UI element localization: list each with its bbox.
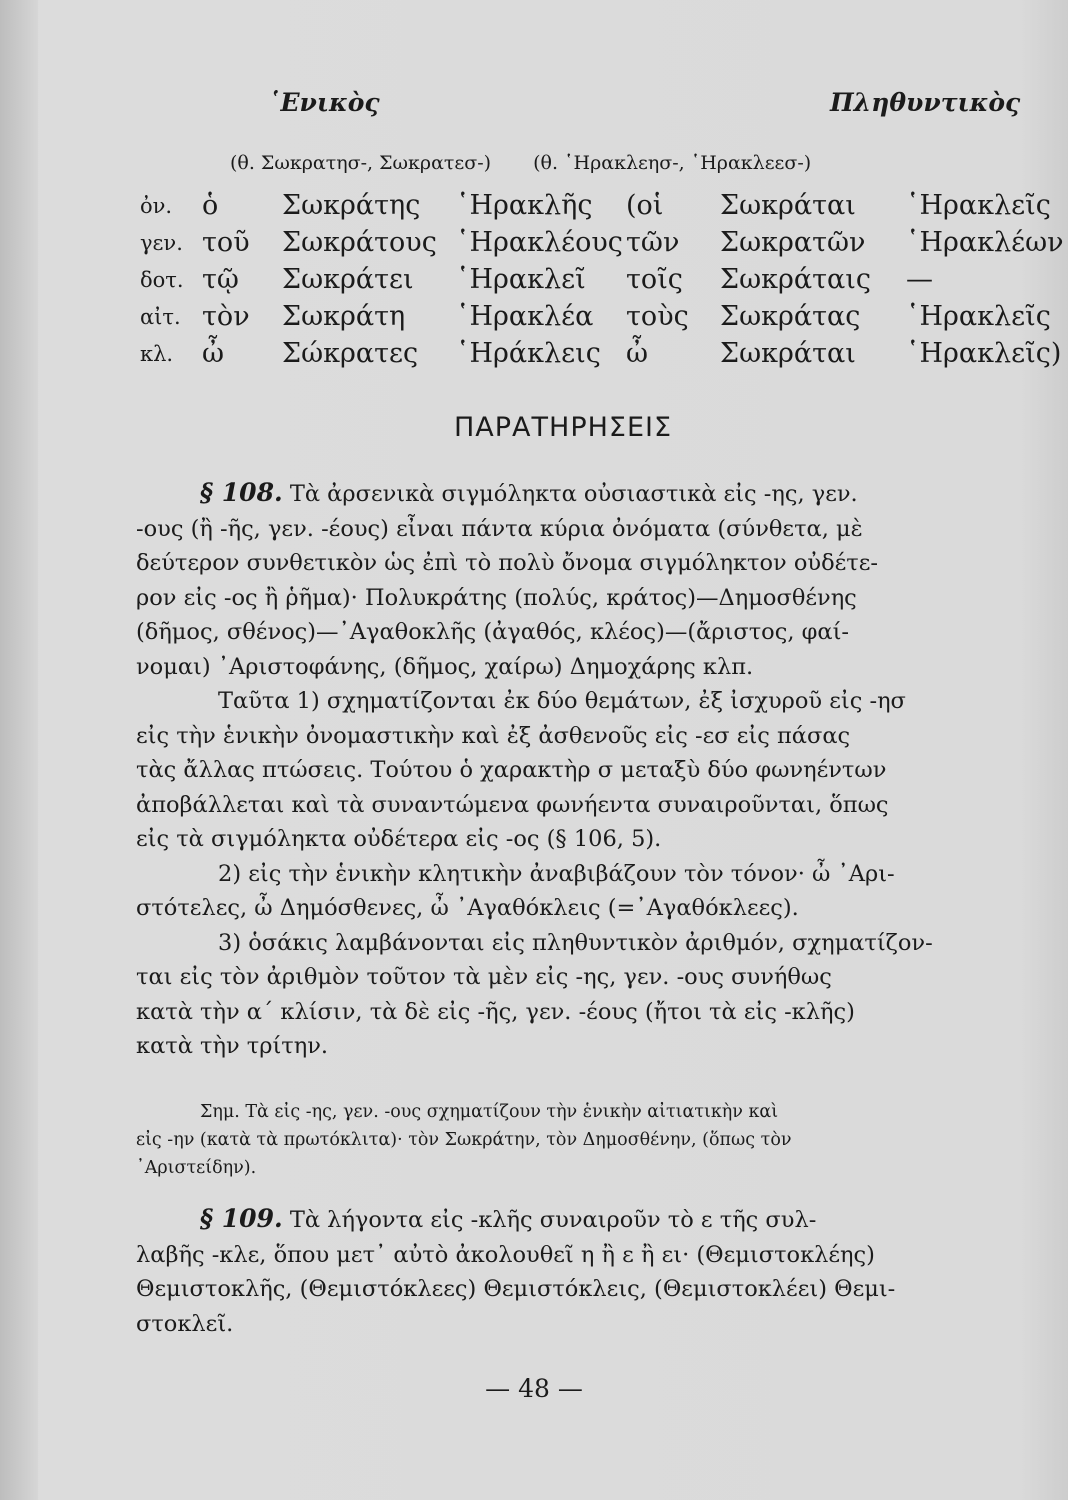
- declension-cell: —: [906, 264, 933, 295]
- declension-cell: τοὺς: [626, 301, 689, 332]
- declension-cell: τὸν: [202, 301, 250, 332]
- note-line: εἰς -ην (κατὰ τὰ πρωτόκλιτα)· τὸν Σωκράτην, τὸν Δημοσθένην, (ὅπως τὸν: [136, 1130, 792, 1150]
- declension-cell: Σωκράτη: [282, 301, 406, 332]
- text-line: στότελες, ὦ Δημόσθενες, ὦ ᾿Αγαθόκλεις (=᾿Αγαθόκλεες).: [136, 895, 799, 921]
- text-line: Θεμιστοκλῆς, (Θεμιστόκλεες) Θεμιστόκλεις, (Θεμιστοκλέει) Θεμι-: [136, 1276, 896, 1302]
- note-block: [136, 1098, 1040, 1182]
- text-line: ἀποβάλλεται καὶ τὰ συναντώμενα φωνήεντα συναιροῦνται, ὅπως: [136, 791, 889, 818]
- text-line: Ταῦτα 1) σχηματίζονται ἐκ δύο θεμάτων, ἐξ ἰσχυροῦ εἰς -ησ: [218, 688, 906, 714]
- text-line: (δῆμος, σθένος)—᾿Αγαθοκλῆς (ἀγαθός, κλέος)—(ἄριστος, φαί-: [136, 619, 850, 645]
- text-line: 2) εἰς τὴν ἑνικὴν κλητικὴν ἀναβιβάζουν τὸν τόνον· ὦ ᾿Αρι-: [218, 860, 895, 887]
- text-line: κατὰ τὴν α´ κλίσιν, τὰ δὲ εἰς -ῆς, γεν. -έους (ἤτοι τὰ εἰς -κλῆς): [136, 998, 855, 1025]
- text-line: -ους (ἢ -ῆς, γεν. -έους) εἶναι πάντα κύρια ὀνόματα (σύνθετα, μὲ: [136, 515, 863, 542]
- declension-cell: ὦ: [202, 338, 225, 369]
- declension-row: [140, 301, 1051, 338]
- section-108: [136, 476, 1040, 1064]
- declension-cell: ῾Ηρακλεῖ: [456, 264, 586, 295]
- declension-cell: δοτ.: [140, 268, 184, 292]
- declension-cell: γεν.: [140, 231, 183, 255]
- declension-cell: ῾Ηρακλέα: [456, 301, 594, 332]
- text-line: τὰς ἄλλας πτώσεις. Τούτου ὁ χαρακτὴρ σ μεταξὺ δύο φωνηέντων: [136, 757, 887, 783]
- declension-cell: τῷ: [202, 264, 239, 295]
- stems-line: [230, 152, 847, 174]
- declension-cell: Σωκράτης: [282, 190, 421, 221]
- declension-cell: Σωκράταις: [720, 264, 871, 295]
- declension-cell: ῾Ηρακλῆς: [456, 190, 593, 221]
- declension-cell: ῾Ηρακλέους: [456, 227, 623, 258]
- note-line: Σημ. Τὰ εἰς -ης, γεν. -ους σχηματίζουν τὴν ἑνικὴν αἰτιατικὴν καὶ: [200, 1102, 779, 1122]
- text-line: στοκλεῖ.: [136, 1310, 234, 1337]
- declension-cell: Σωκράτας: [720, 301, 861, 332]
- declension-cell: Σωκράτους: [282, 227, 437, 258]
- page-number: — 48 —: [485, 1374, 583, 1403]
- declension-cell: τοῦ: [202, 227, 250, 258]
- declension-cell: ῾Ηρακλεῖς): [906, 338, 1062, 369]
- declension-cell: ὁ: [202, 190, 219, 221]
- text-line: ται εἰς τὸν ἀριθμὸν τοῦτον τὰ μὲν εἰς -ης, γεν. -ους συνήθως: [136, 964, 832, 990]
- declension-cell: ὦ: [626, 338, 649, 369]
- declension-cell: Σωκράτει: [282, 264, 414, 295]
- declension-row: [140, 338, 1062, 375]
- declension-row: [140, 227, 1064, 264]
- declension-cell: ῾Ηράκλεις: [456, 338, 601, 369]
- section-109: [136, 1202, 1040, 1341]
- text-line: κατὰ τὴν τρίτην.: [136, 1033, 329, 1059]
- note-line: ᾿Αριστείδην).: [136, 1158, 257, 1178]
- page-binding-edge: [0, 0, 38, 1500]
- declension-cell: Σώκρατες: [282, 338, 419, 369]
- declension-cell: Σωκρατῶν: [720, 227, 866, 258]
- declension-cell: ῾Ηρακλέων: [906, 227, 1064, 258]
- declension-row: [140, 190, 1051, 227]
- declension-cell: Σωκράται: [720, 338, 856, 369]
- stem-herakles: (θ. ῾Ηρακλεησ-, ῾Ηρακλεεσ-): [533, 152, 812, 174]
- text-line: 3) ὁσάκις λαμβάνονται εἰς πληθυντικὸν ἀριθμόν, σχηματίζον-: [218, 929, 933, 956]
- text-line: δεύτερον συνθετικὸν ὡς ἐπὶ τὸ πολὺ ὄνομα σιγμόληκτον οὐδέτε-: [136, 550, 879, 576]
- stem-sokrates: (θ. Σωκρατησ-, Σωκρατεσ-): [230, 152, 492, 174]
- header-plural: Πληθυντικὸς: [830, 88, 1021, 117]
- declension-cell: ῾Ηρακλεῖς: [906, 301, 1051, 332]
- text-line: λαβῆς -κλε, ὅπου μετ᾿ αὐτὸ ἀκολουθεῖ η ἢ ε ἢ ει· (Θεμιστοκλέης): [136, 1241, 875, 1268]
- text-line: [136, 476, 1040, 512]
- observations-title: ΠΑΡΑΤΗΡΗΣΕΙΣ: [454, 412, 673, 443]
- declension-cell: αἰτ.: [140, 305, 181, 329]
- declension-row: [140, 264, 1040, 301]
- text-line: εἰς τὰ σιγμόληκτα οὐδέτερα εἰς -ος (§ 106, 5).: [136, 826, 662, 852]
- section-number: § 109.: [200, 1204, 283, 1233]
- declension-cell: κλ.: [140, 342, 174, 366]
- declension-cell: ὀν.: [140, 194, 173, 218]
- declension-cell: (οἱ: [626, 190, 664, 221]
- header-singular: ῾Ενικὸς: [268, 88, 380, 117]
- text-line: ρον εἰς -ος ἢ ῥῆμα)· Πολυκράτης (πολύς, κράτος)—Δημοσθένης: [136, 584, 857, 611]
- declension-cell: Σωκράται: [720, 190, 856, 221]
- text-line: εἰς τὴν ἑνικὴν ὀνομαστικὴν καὶ ἐξ ἀσθενοῦς εἰς -εσ εἰς πάσας: [136, 722, 851, 749]
- declension-table: [140, 190, 1064, 375]
- declension-cell: τοῖς: [626, 264, 683, 295]
- section-number: § 108.: [200, 478, 283, 507]
- declension-cell: ῾Ηρακλεῖς: [906, 190, 1051, 221]
- text-line-content: Τὰ ἀρσενικὰ σιγμόληκτα οὐσιαστικὰ εἰς -ης, γεν.: [289, 481, 858, 507]
- text-line: νομαι) ᾿Αριστοφάνης, (δῆμος, χαίρω) Δημοχάρης κλπ.: [136, 653, 754, 680]
- declension-cell: τῶν: [626, 227, 680, 258]
- text-line-content: Τὰ λήγοντα εἰς -κλῆς συναιροῦν τὸ ε τῆς συλ-: [289, 1207, 817, 1233]
- text-line: [136, 1202, 1040, 1238]
